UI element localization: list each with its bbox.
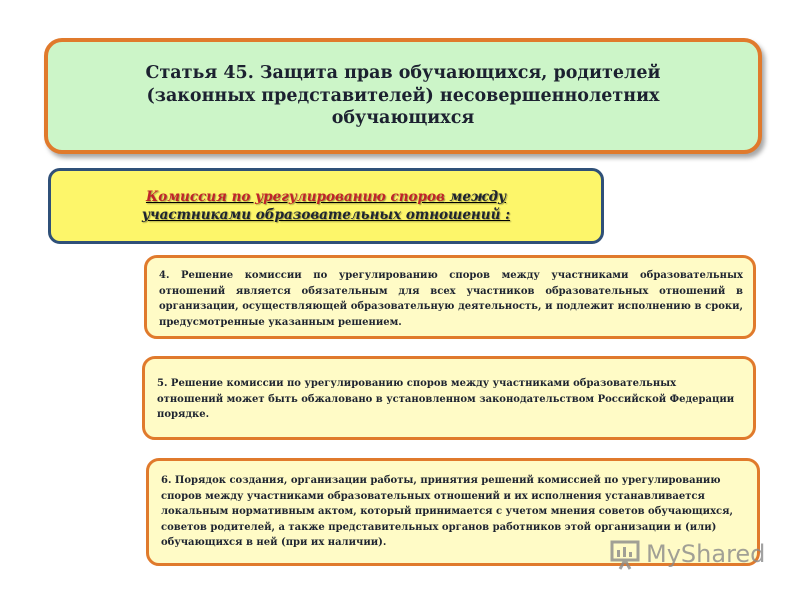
point-6-text: 6. Порядок создания, организации работы, принятия решений комиссией по урегулированию споров между участниками образовательных отношений и их исполнения устанавливается локальным нормативным актом, который принимается с учетом мнения советов обучающихся, советов родителей, а также представительных органов работников этой организации и (или) обучающихся в ней (при их наличии). xyxy=(161,475,734,548)
commission-heading xyxy=(91,188,561,224)
presentation-board-icon xyxy=(608,536,644,572)
point-4-box xyxy=(144,255,756,339)
watermark-label: MyShared xyxy=(646,540,766,568)
watermark xyxy=(608,534,778,574)
page-title: Статья 45. Защита прав обучающихся, родителей (законных представителей) несовершеннолетних обучающихся xyxy=(145,62,661,129)
title-box xyxy=(44,38,762,154)
commission-heading-red: Комиссия по урегулированию споров xyxy=(145,188,445,205)
commission-box xyxy=(48,168,604,244)
point-5-text: 5. Решение комиссии по урегулированию споров между участниками образовательных отношений может быть обжаловано в установленном законодательством Российской Федерации порядке. xyxy=(157,378,735,420)
commission-heading-dark: между участниками образовательных отношений : xyxy=(141,188,511,223)
point-4-text: 4. Решение комиссии по урегулированию споров между участниками образовательных отношений является обязательным для всех участников образовательных отношений в организации, осуществляющей образовательную деятельность, и подлежит исполнению в сроки, предусмотренные указанным решением. xyxy=(159,270,743,328)
point-5-box xyxy=(142,356,756,440)
